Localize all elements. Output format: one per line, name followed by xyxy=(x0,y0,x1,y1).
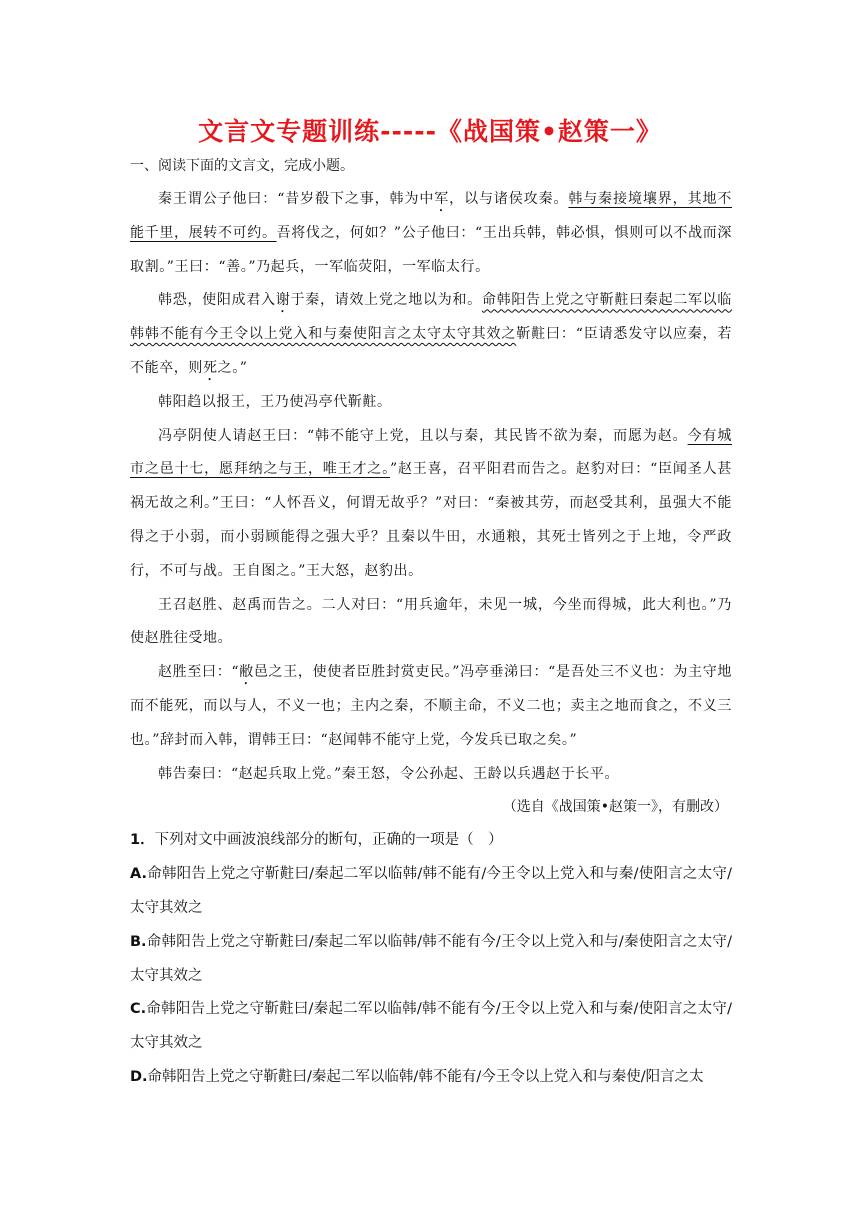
passage-paragraph-1 xyxy=(130,183,732,284)
text-run: 韩恐，使阳成君入 xyxy=(158,292,276,309)
option-text: 命韩阳告上党之守靳黈曰/秦起二军以临韩/韩不能有/今王令以上党入和与秦/使阳言之太守/太守其效之 xyxy=(130,866,732,916)
question-text: 下列对文中画波浪线部分的断句，正确的一项是（ ） xyxy=(154,832,503,849)
passage-paragraph-5: 王召赵胜、赵禹而告之。二人对曰：“用兵逾年，未见一城，今坐而得城，此大利也。”乃使赵胜往受地。 xyxy=(130,596,732,647)
wavy-underlined-sentence: 命韩阳告上党之守靳黈曰秦起二军以临韩韩不能有今王令以上党入和与秦使阳言之太守太守其效之 xyxy=(130,292,732,343)
passage-paragraph-3: 韩阳趋以报王，王乃使冯亭代靳黈。 xyxy=(158,393,392,410)
text-run: 于秦，请效上党之地以为和。 xyxy=(290,292,482,309)
option-a[interactable] xyxy=(130,858,732,926)
option-text: 命韩阳告上党之守靳黈曰/秦起二军以临韩/韩不能有今/王令以上党入和与秦/使阳言之太守/太守其效之 xyxy=(130,1001,732,1052)
text-run: 邑之王，使使者臣胜封赏吏民。”冯亭垂涕曰：“是吾处三不义也：为主守地而不能死，而以与人，不义一也；主内之秦，不顺主命，不义二也；卖主之地而食之，不义三也。”辞封而入韩，谓韩王曰：“赵闻韩不能守上党，今发兵已取之矣。” xyxy=(130,664,732,748)
text-run: ”赵王喜，召平阳君而告之。赵豹对曰：“臣闻圣人甚祸无故之利。”王曰：“人怀吾义，何谓无故乎？”对曰：“秦被其劳，而赵受其利，虽强大不能得之于小弱，而小弱顾能得之强大乎？且秦以牛田，水通粮，其死士皆列之于上地，令严政行，不可与战。王自图之。”王大怒，赵豹出。 xyxy=(130,461,732,579)
option-label: D. xyxy=(130,1068,148,1085)
passage-paragraph-7: 韩告秦曰：“赵起兵取上党。”秦王怒，令公孙起、王龄以兵遇赵于长平。 xyxy=(158,765,620,782)
source-citation: （选自《战国策•赵策一》，有删改） xyxy=(502,799,728,816)
option-c[interactable] xyxy=(130,993,732,1061)
underlined-sentence: 今有城市之邑十七，愿拜纳之与王，唯王才之。 xyxy=(130,427,732,478)
option-label: C. xyxy=(130,1001,147,1018)
question-number: 1． xyxy=(130,832,155,849)
emphasized-char: 敝 xyxy=(239,664,254,681)
option-b[interactable] xyxy=(130,926,732,994)
option-label: A. xyxy=(130,866,147,883)
text-run: 之。” xyxy=(217,359,248,376)
section-heading: 一、阅读下面的文言文，完成小题。 xyxy=(130,158,354,174)
option-d[interactable] xyxy=(130,1061,732,1095)
emphasized-char: 谢 xyxy=(275,292,291,309)
document-body xyxy=(130,150,732,1095)
text-run: 吾将伐之，何如？”公子他曰：“王出兵韩，韩必惧，惧则可以不战而深取割。”王曰：“善。”乃起兵，一军临荧阳，一军临太行。 xyxy=(130,224,733,275)
text-run: 靳黈曰：“臣请悉发守以应秦，若不能卒，则 xyxy=(130,326,733,376)
option-text: 命韩阳告上党之守靳黈曰/秦起二军以临韩/韩不能有/今王令以上党入和与秦使/阳言之太 xyxy=(147,1068,704,1085)
passage-paragraph-2 xyxy=(130,284,732,385)
text-run: ，以与诸侯攻秦。 xyxy=(449,191,569,207)
passage-paragraph-6 xyxy=(130,656,732,757)
option-label: B. xyxy=(130,933,147,950)
text-run: 冯亭阴使人请赵王曰：“韩不能守上党，且以与秦，其民皆不欲为秦，而愿为赵。 xyxy=(158,427,688,444)
emphasized-char: 军 xyxy=(434,191,450,207)
option-text: 命韩阳告上党之守靳黈曰/秦起二军以临韩/韩不能有今/王令以上党入和与/秦使阳言之太守/太守其效之 xyxy=(130,933,732,984)
emphasized-char: 死 xyxy=(203,359,218,376)
text-run: 秦王谓公子他曰：“昔岁殽下之事，韩为中 xyxy=(158,191,435,207)
page-title: 文言文专题训练-----《战国策•赵策一》 xyxy=(198,117,662,146)
passage-paragraph-4 xyxy=(130,420,732,589)
question-stem xyxy=(130,824,732,858)
text-run: 赵胜至曰：“ xyxy=(158,664,240,681)
underlined-sentence: 韩与秦接境壤界，其地不能千里，展转不可约。 xyxy=(130,191,732,241)
